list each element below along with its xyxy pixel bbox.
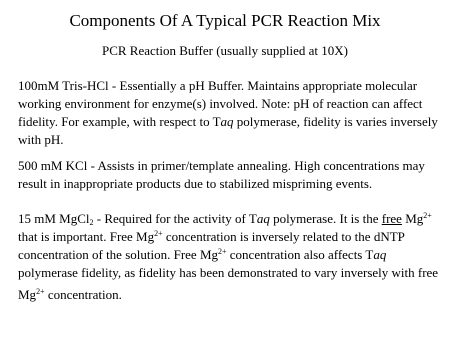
mgcl-line-4: polymerase fidelity, as fidelity has been demonstrated to vary inversely with free [18, 265, 439, 280]
taq-italic: aq [220, 114, 234, 129]
slide-subtitle: PCR Reaction Buffer (usually supplied at 10X) [101, 43, 348, 58]
tris-line-1: 100mM Tris-HCl - Essentially a pH Buffer. Maintains appropriate molecular [18, 78, 418, 93]
mgcl-line-3: concentration of the solution. Free $Mg^{2+}$ concentration also affects Taq [18, 247, 387, 262]
kcl-line-1: 500 mM KCl - Assists in primer/template annealing. High concentrations may [18, 158, 425, 173]
tris-line-3: fidelity. For example, with respect to Taq polymerase, fidelity is varies inversely [18, 114, 438, 129]
tris-line-2: working environment for enzyme(s) involved. Note: pH of reaction can affect [18, 96, 423, 111]
mgcl2-paragraph [18, 210, 443, 304]
slide-title: Components Of A Typical PCR Reaction Mix [69, 11, 381, 30]
kcl-line-2: result in inappropriate products due to stabilized mispriming events. [18, 176, 373, 191]
free-underlined: free [381, 211, 402, 226]
taq-italic: aq [256, 211, 270, 226]
taq-italic: aq [373, 247, 387, 262]
mgcl-line-5: $Mg^{2+}$ concentration. [18, 287, 122, 302]
tris-line-4: with pH. [18, 132, 64, 147]
mgcl-line-2: that is important. Free $Mg^{2+}$ concentration is inversely related to the dNTP [18, 229, 405, 244]
mgcl-line-1: 15 mM MgCl$_2$ - Required for the activity of Taq polymerase. It is the free $Mg^{2+}$ [18, 211, 432, 227]
kcl-paragraph [18, 157, 443, 193]
tris-hcl-paragraph [18, 77, 443, 149]
